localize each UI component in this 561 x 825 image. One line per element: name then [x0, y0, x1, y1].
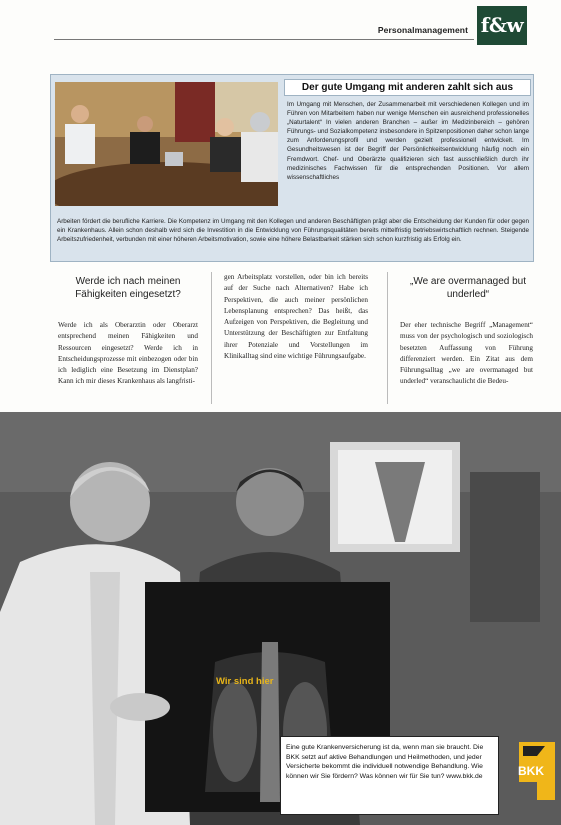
magazine-logo: f&w	[477, 6, 527, 45]
bkk-advertisement	[0, 412, 561, 825]
feature-body-right: Im Umgang mit Menschen, der Zusammenarbeit mit verschiedenen Kollegen und im Führen von Mitarbeitern haben nur wenige Menschen ein ausreichend professionelles „Naturtalent“ In vielen anderen Branchen – außer im Medizinbereich – gehören Führungs- und Sozialkompetenz insbesondere in Spitzenpositionen daher schon lange zum Anforderungsprofil und werden gezielt professionell entwickelt. Im Gesundheitswesen ist der Begriff der Persönlichkeitsentwicklung häufig noch ein Fremdwort. Chef- und Oberärzte qualifizieren sich fast ausschließlich durch ihr medizinisches Fachwissen für die entsprechenden Positionen. Vor allem wissenschaftliches	[287, 101, 529, 181]
column1-heading: Werde ich nach meinen Fähigkeiten eingesetzt?	[75, 276, 181, 300]
column2-body: gen Arbeitsplatz vorstellen, oder bin ich bereits auf der Suche nach Alternativen? Habe ich Perspektiven, die auch meiner persönlichen Lebensplanung entsprechen? Das heißt, das Aufzeigen von Perspektiven, die Begleitung und Unterstützung der Beschäftigten zur Entfaltung ihrer Potenziale und Vorstellungen im Klinikalltag sind eine wichtige Führungsaufgabe.	[224, 273, 368, 361]
column3-heading: „We are overmanaged but underled“	[410, 276, 526, 300]
feature-title: Der gute Umgang mit anderen zahlt sich aus	[284, 79, 531, 96]
header-rule	[54, 39, 474, 40]
column-divider	[387, 272, 388, 404]
column3-body: Der eher technische Begriff „Management“ muss von der psychologisch und soziologisch besetzten Auffassung von Führung differenziert werden. Ein Zitat aus dem Führungsalltag „we are overmanaged but underled“ veranschaulicht die Bedeu-	[400, 321, 533, 386]
column-divider	[211, 272, 212, 404]
section-label: Personalmanagement	[377, 25, 468, 35]
ad-tagline: Wir sind hier	[216, 676, 274, 687]
ad-body: Eine gute Krankenversicherung ist da, wenn man sie braucht. Die BKK setzt auf aktive Behandlungen und Heilmethoden, und jeder Versicherte bekommt die individuell notwendige Behandlung. Wie können wir Sie fördern? Was können wir für Sie tun? www.bkk.de	[286, 744, 484, 780]
column1-body: Werde ich als Oberarztin oder Oberarzt entsprechend meinen Fähigkeiten und Ressourcen eingesetzt? Werde ich in Entscheidungsprozesse mit einbezogen oder bin ich lediglich eine Besetzung im Dienstplan? Kann ich mir dieses Krankenhaus als langfristi-	[58, 321, 198, 386]
meeting-photo-illustration	[55, 82, 278, 206]
feature-box	[50, 74, 534, 262]
meeting-photo	[55, 82, 278, 206]
feature-body-full: Arbeiten fördert die berufliche Karriere. Die Kompetenz im Umgang mit den Kollegen und anderen Beschäftigten prägt aber die Entscheidung der Kunden für oder gegen ein Krankenhaus. Allein schon deshalb wird sich die Investition in die Entwicklung von Führungsqualitäten bereits mittelfristig betriebswirtschaftlich rechnen. Steigende Arbeitszufriedenheit, verbunden mit einer höheren Arbeitsmotivation, sowie eine höhere Belastbarkeit stärken sich schon kurzfristig als Erfolg ein.	[57, 218, 529, 244]
bkk-brand-text: BKK	[518, 764, 544, 778]
